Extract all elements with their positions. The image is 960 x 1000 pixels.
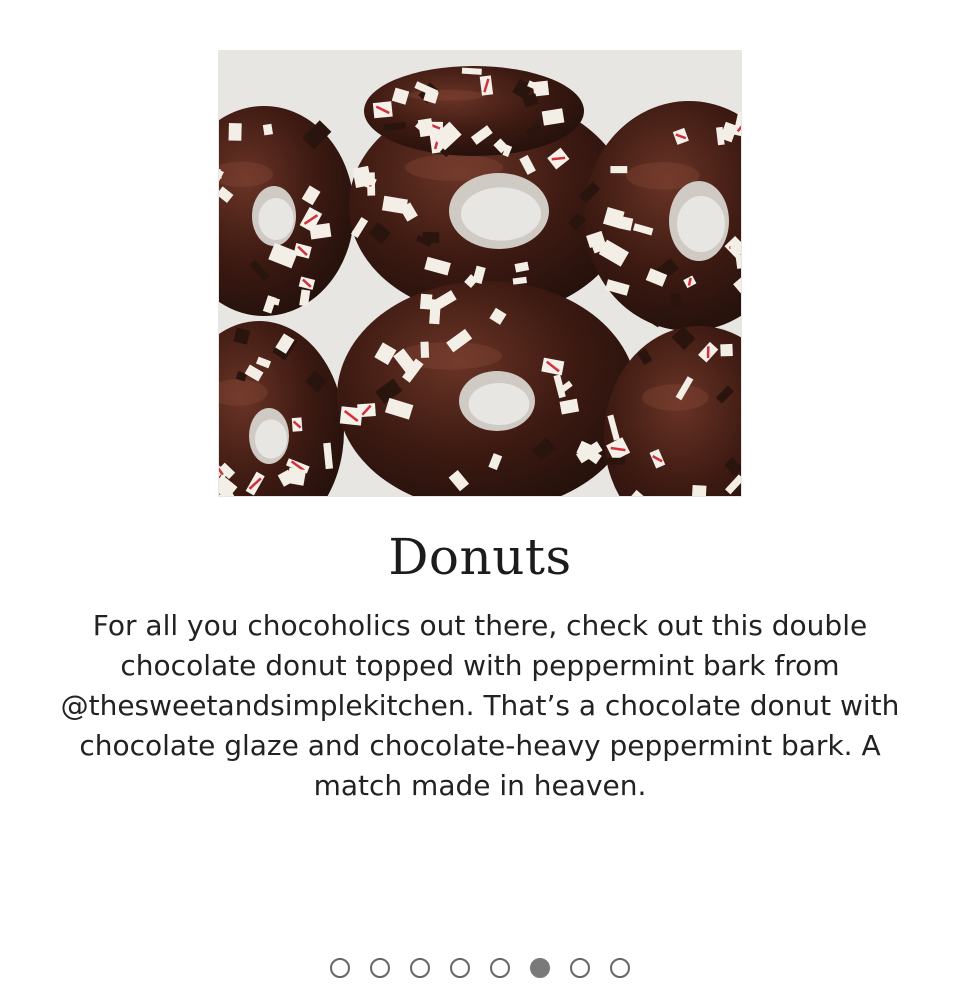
pagination-dot-1[interactable] xyxy=(330,958,350,978)
pagination-dot-7[interactable] xyxy=(570,958,590,978)
pagination-dot-5[interactable] xyxy=(490,958,510,978)
carousel-pagination xyxy=(0,958,960,980)
donut-photo xyxy=(218,50,742,497)
donut-image xyxy=(219,51,742,497)
slide-description: For all you chocoholics out there, check out this double chocolate donut topped with peppermint bark from @thesweetandsimplekitchen. That’s a chocolate donut with chocolate glaze and chocolate-heavy peppermint bark. A match made in heaven. xyxy=(60,609,900,802)
pagination-dot-4[interactable] xyxy=(450,958,470,978)
pagination-dot-8[interactable] xyxy=(610,958,630,978)
slide-title: Donuts xyxy=(388,528,572,586)
pagination-dot-6[interactable] xyxy=(530,958,550,978)
pagination-dot-2[interactable] xyxy=(370,958,390,978)
pagination-dot-3[interactable] xyxy=(410,958,430,978)
